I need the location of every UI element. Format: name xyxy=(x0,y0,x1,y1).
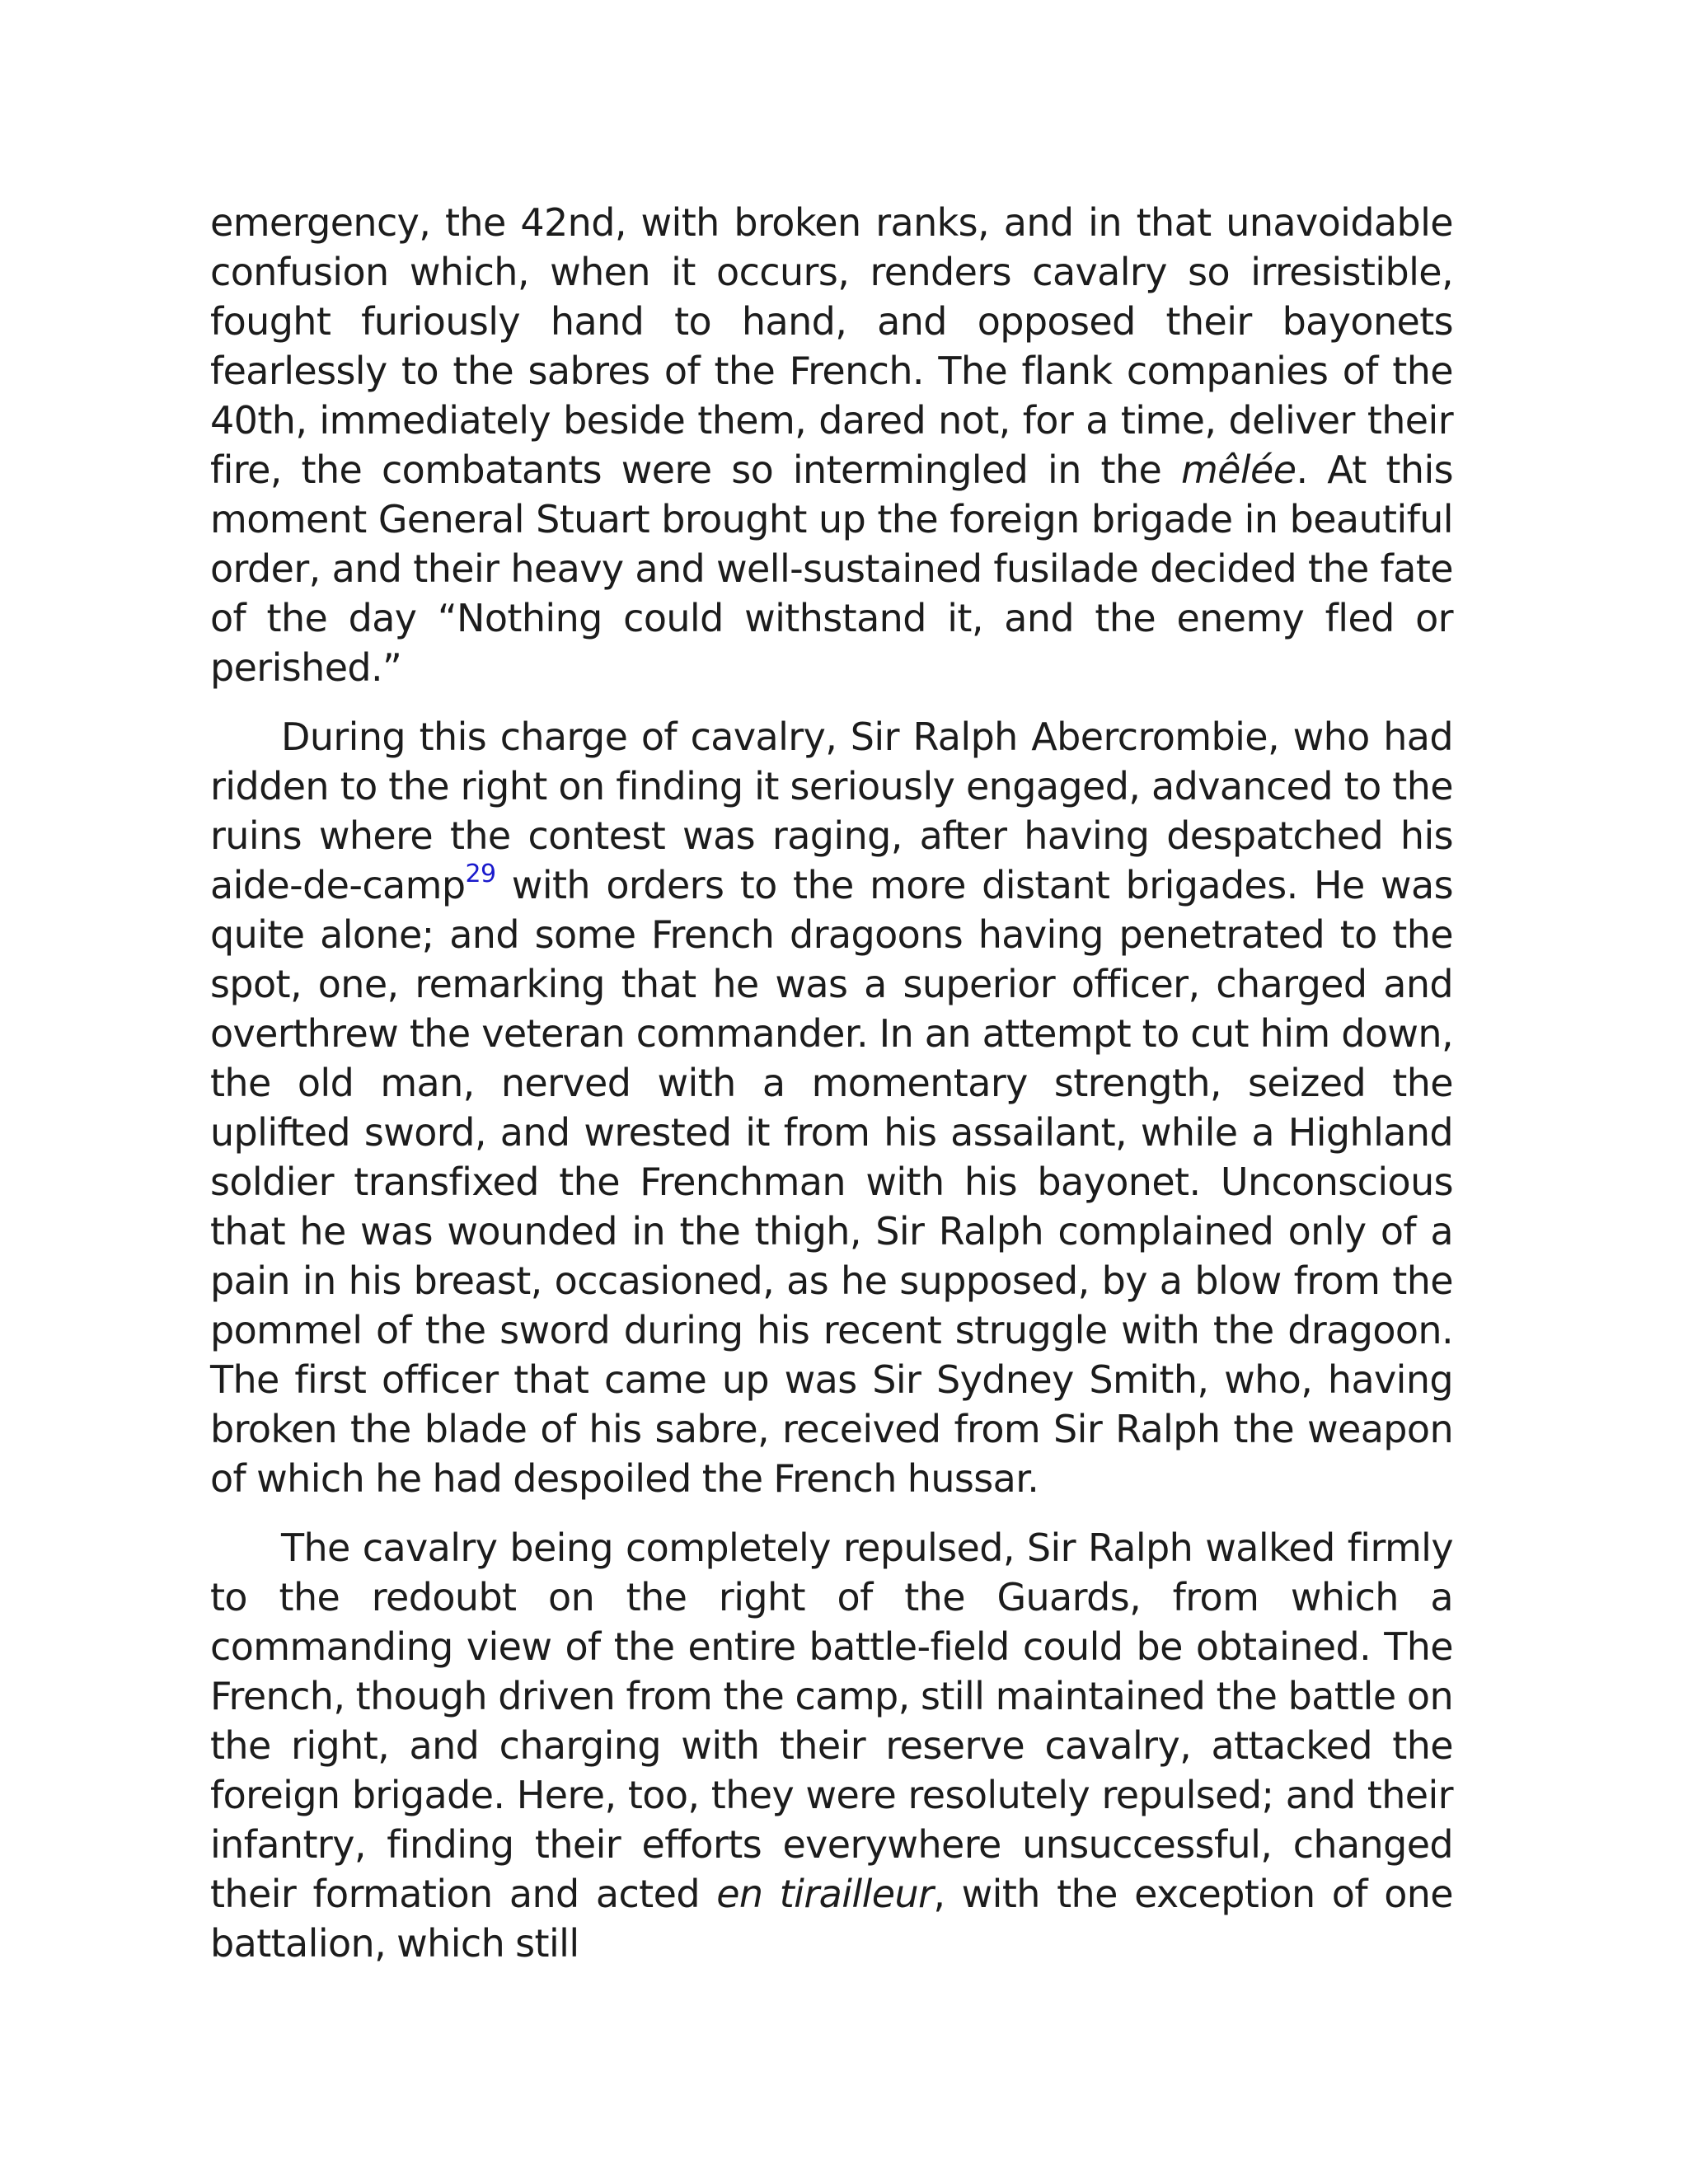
footnote-link-29[interactable]: 29 xyxy=(465,860,496,888)
italic-term-melee: mêlée xyxy=(1180,448,1296,492)
paragraph-2-text-b: with orders to the more distant brigades. He was quite alone; and some French dragoons having penetrated to the spot, one, remarking that he was a superior officer, charged and overthrew the veteran commander. In an attempt to cut him down, the old man, nerved with a momentary strength, seized the uplifted sword, and wrested it from his assailant, while a Highland soldier transfixed the Frenchman with his bayonet. Unconscious that he was wounded in the thigh, Sir Ralph complained only of a pain in his breast, occasioned, as he supposed, by a blow from the pommel of the sword during his recent struggle with the dragoon. The first officer that came up was Sir Sydney Smith, who, having broken the blade of his sabre, received from Sir Ralph the weapon of which he had despoiled the French hussar. xyxy=(210,863,1453,1501)
paragraph-3 xyxy=(210,1523,1453,1968)
paragraph-2 xyxy=(210,712,1453,1503)
paragraph-3-text-a: The cavalry being completely repulsed, Sir Ralph walked firmly to the redoubt on the right of the Guards, from which a commanding view of the entire battle-field could be obtained. The French, though driven from the camp, still maintained the battle on the right, and charging with their reserve cavalry, attacked the foreign brigade. Here, too, they were resolutely repulsed; and their infantry, finding their efforts everywhere unsuccessful, changed their formation and acted xyxy=(210,1526,1453,1916)
paragraph-2-text-a: During this charge of cavalry, Sir Ralph Abercrombie, who had ridden to the right on finding it seriously engaged, advanced to the ruins where the contest was raging, after having despatched his aide-de-camp xyxy=(210,715,1453,907)
paragraph-3-text-b: , with the exception of one battalion, which still xyxy=(210,1872,1453,1966)
page-text-column xyxy=(210,198,1453,1988)
italic-term-en-tirailleur: en tirailleur xyxy=(716,1872,934,1916)
paragraph-1-text-b: . At this moment General Stuart brought up the foreign brigade in beautiful order, and their heavy and well-sustained fusilade decided the fate of the day “Nothing could withstand it, and the enemy fled or perished.” xyxy=(210,448,1454,690)
paragraph-1-text-a: emergency, the 42nd, with broken ranks, and in that unavoidable confusion which, when it occurs, renders cavalry so irresistible, fought furiously hand to hand, and opposed their bayonets fearlessly to the sabres of the French. The flank companies of the 40th, immediately beside them, dared not, for a time, deliver their fire, the combatants were so intermingled in the xyxy=(210,200,1453,492)
paragraph-1 xyxy=(210,198,1453,692)
